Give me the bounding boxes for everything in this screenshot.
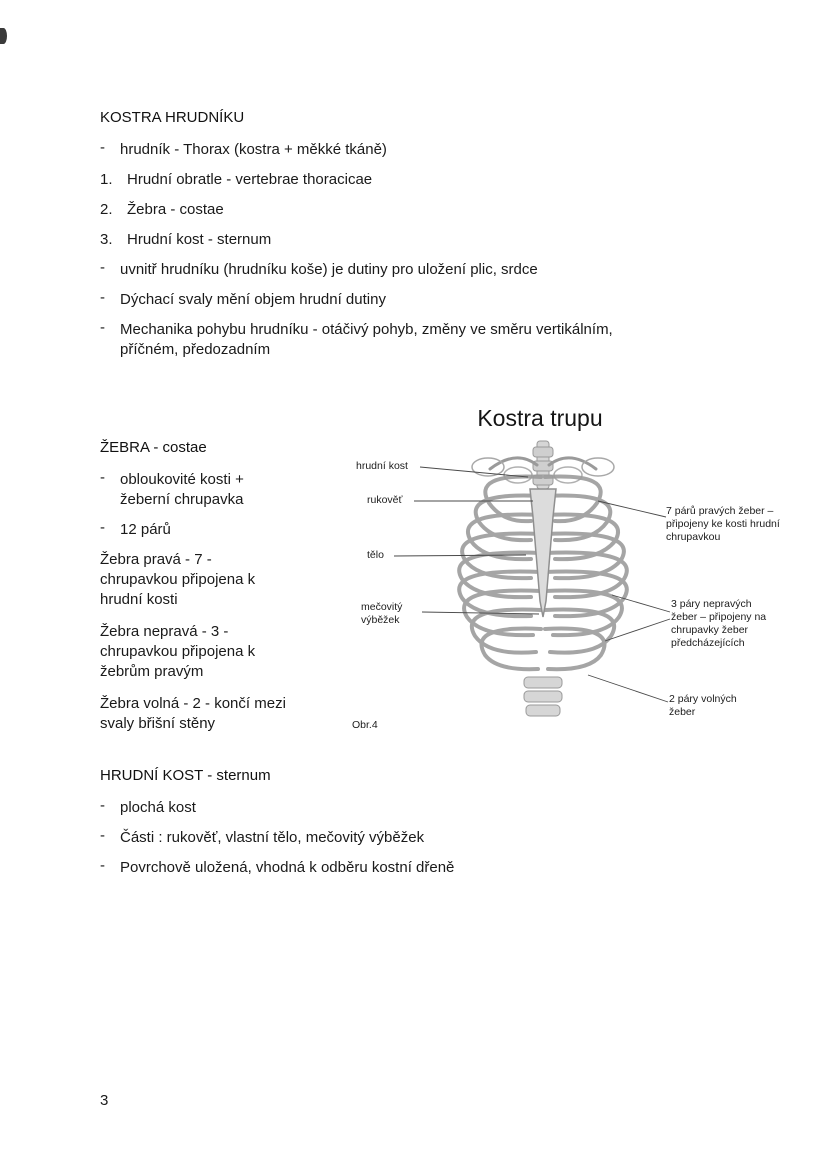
bullet-dash: - [100,319,105,336]
list-item [100,858,720,878]
figure-label-telo: tělo [367,549,384,561]
list-item-text: plochá kost [120,799,196,816]
bullet-dash: - [100,469,105,486]
bullet-dash: - [100,797,105,814]
bullet-dash: - [100,519,105,536]
list-item [100,170,665,190]
list-item-text: obloukovité kosti + žeberní chrupavka [120,471,244,508]
page-number: 3 [100,1092,109,1109]
list-item-text: Povrchově uložená, vhodná k odběru kostní dřeně [120,859,455,876]
bullet-dash: - [100,139,105,156]
list-item-text: hrudník - Thorax (kostra + měkké tkáně) [120,141,387,158]
list-item [100,260,665,280]
bullet-dash: - [100,827,105,844]
list-item [100,200,665,220]
list-item-text: Mechanika pohybu hrudníku - otáčivý pohyb, změny ve směru vertikálním, příčném, předozadním [120,321,613,358]
figure-label-7-paru: 7 párů pravých žeber – připojeny ke kosti hrudní chrupavkou [666,505,780,543]
section-zebra [100,438,290,746]
list-item [100,828,720,848]
list-item [100,520,290,540]
bullet-dash: - [100,289,105,306]
list-item-text: Hrudní obratle - vertebrae thoracicae [127,171,373,188]
paragraph-zebra-prava: Žebra pravá - 7 - chrupavkou připojena k hrudní kosti [100,551,256,608]
figure-label-rukovet: rukověť [367,494,403,506]
scan-artifact [0,28,7,44]
list-item [100,230,665,250]
list-item-text: Žebra - costae [127,201,224,218]
figure-kostra-trupu [340,405,800,750]
figure-label-mecovity-vybezek: mečovitý výběžek [361,601,403,626]
list-item-text: Dýchací svaly mění objem hrudní dutiny [120,291,386,308]
bullet-dash: - [100,259,105,276]
paragraph-zebra-neprava: Žebra nepravá - 3 - chrupavkou připojena k žebrům pravým [100,623,256,680]
figure-label-2-pary: 2 páry volných žeber [669,693,737,718]
section-title: ŽEBRA - costae [100,439,207,456]
list-item-text: Části : rukověť, vlastní tělo, mečovitý výběžek [120,829,425,846]
section-title: KOSTRA HRUDNÍKU [100,109,245,126]
list-item-text: Hrudní kost - sternum [127,231,272,248]
section-kostra-hrudniku [100,108,665,370]
list-item-text: 12 párů [120,521,171,538]
figure-label-hrudni-kost: hrudní kost [356,460,408,472]
section-title: HRUDNÍ KOST - sternum [100,767,271,784]
list-item [100,290,665,310]
list-number: 2. [100,201,113,218]
list-number: 1. [100,171,113,188]
paragraph-zebra-volna: Žebra volná - 2 - končí mezi svaly břišní stěny [100,695,286,732]
list-number: 3. [100,231,113,248]
figure-title: Kostra trupu [477,405,603,431]
list-item [100,470,290,510]
section-hrudni-kost [100,766,720,888]
list-item [100,140,665,160]
figure-label-3-pary: 3 páry nepravých žeber – připojeny na chrupavky žeber předcházejících [671,598,767,649]
list-item [100,320,665,360]
list-item [100,798,720,818]
list-item-text: uvnitř hrudníku (hrudníku koše) je dutiny pro uložení plic, srdce [120,261,538,278]
figure-caption: Obr.4 [352,719,378,731]
bullet-dash: - [100,857,105,874]
